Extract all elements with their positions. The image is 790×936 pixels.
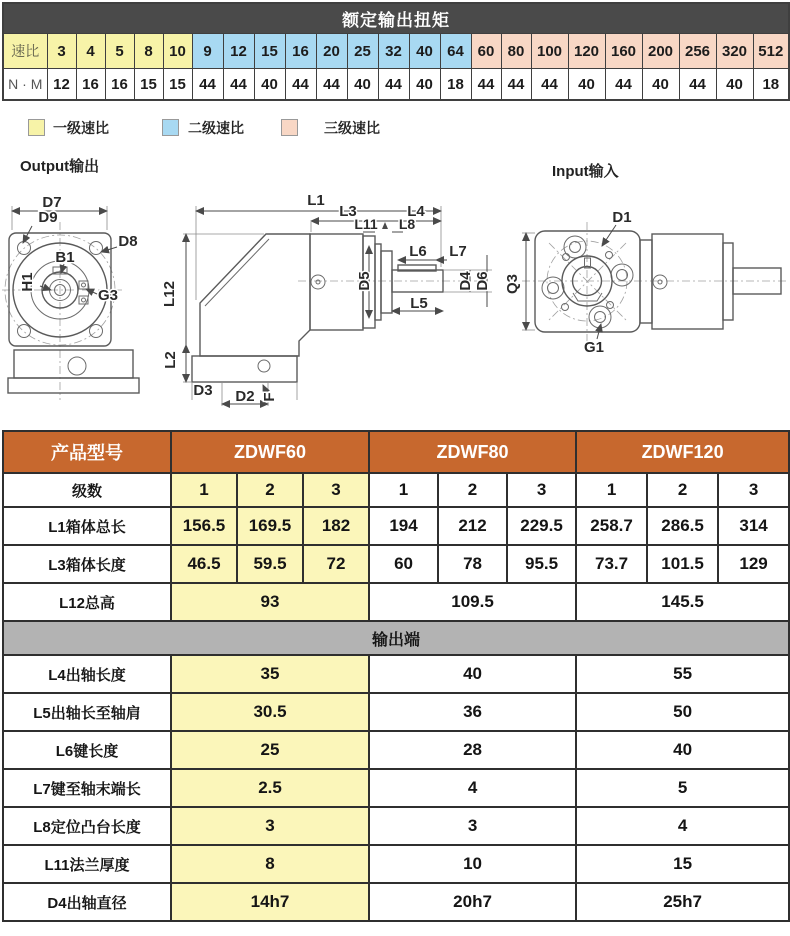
value-cell: 109.5 [369,583,576,621]
input-face-drawing [504,209,788,356]
ratio-cell: 80 [501,34,531,69]
stage-row [3,473,789,507]
value-cell: 78 [438,545,507,583]
l5-row [3,693,789,731]
ratio-row-label: 速比 [3,34,47,69]
value-cell: 258.7 [576,507,647,545]
dim-label-g3: G3 [97,287,119,304]
ratio-cell: 40 [409,34,440,69]
dim-label-d5: D5 [356,271,373,291]
value-cell: 10 [369,845,576,883]
dim-label-d2: D2 [235,388,255,405]
value-cell: 46.5 [171,545,237,583]
l11-row [3,845,789,883]
torque-cell: 40 [409,69,440,101]
ratio-cell: 64 [440,34,471,69]
dim-label-d6: D6 [474,271,491,291]
value-cell: 194 [369,507,438,545]
torque-cell: 44 [531,69,568,101]
row-label: L7键至轴末端长 [3,769,171,807]
dim-label-b1: B1 [55,249,75,266]
torque-cell: 44 [223,69,254,101]
torque-cell: 44 [605,69,642,101]
value-cell: 14h7 [171,883,369,921]
value-cell: 4 [576,807,789,845]
stage-cell: 3 [507,473,576,507]
l8-row [3,807,789,845]
value-cell: 28 [369,731,576,769]
torque-cell: 16 [105,69,134,101]
d4-row [3,883,789,921]
stage3-color-swatch [281,119,298,136]
dim-label-d4: D4 [457,271,474,291]
stage-cell: 3 [718,473,789,507]
ratio-cell: 16 [285,34,316,69]
torque-cell: 44 [471,69,501,101]
ratio-cell: 3 [47,34,76,69]
ratio-cell: 60 [471,34,501,69]
value-cell: 182 [303,507,369,545]
bolt-hole [90,325,103,338]
model-header-zdwf120: ZDWF120 [576,431,789,473]
elbow-body [200,234,310,356]
value-cell: 25 [171,731,369,769]
stage-cell: 3 [303,473,369,507]
stage-cell: 2 [438,473,507,507]
torque-cell: 44 [316,69,347,101]
ratio-cell: 8 [134,34,163,69]
row-label: D4出轴直径 [3,883,171,921]
row-label: L6键长度 [3,731,171,769]
torque-cell: 44 [378,69,409,101]
ratio-cell: 10 [163,34,192,69]
ratio-cell: 320 [716,34,753,69]
torque-cell: 44 [501,69,531,101]
side-view-drawing [161,192,492,406]
ratio-cell: 4 [76,34,105,69]
stage2-color-swatch [162,119,179,136]
value-cell: 4 [369,769,576,807]
torque-cell: 40 [347,69,378,101]
ratio-cell: 512 [753,34,789,69]
torque-cell: 12 [47,69,76,101]
dim-label-l5: L5 [410,295,428,312]
torque-cell: 40 [642,69,679,101]
torque-table-title: 额定输出扭矩 [3,3,789,34]
l12-row [3,583,789,621]
value-cell: 229.5 [507,507,576,545]
value-cell: 40 [369,655,576,693]
value-cell: 3 [171,807,369,845]
value-cell: 40 [576,731,789,769]
bolt-hole [542,277,564,299]
dim-label-f: F [261,392,278,402]
value-cell: 73.7 [576,545,647,583]
value-cell: 60 [369,545,438,583]
legend-item-stage2 [162,119,244,136]
value-cell: 212 [438,507,507,545]
section-row [3,621,789,655]
row-label: L1箱体总长 [3,507,171,545]
dim-label-l2: L2 [162,351,179,369]
stage-cell: 2 [237,473,303,507]
dim-label-l3: L3 [339,203,357,220]
torque-cell: 15 [134,69,163,101]
value-cell: 2.5 [171,769,369,807]
value-cell: 72 [303,545,369,583]
model-header-zdwf80: ZDWF80 [369,431,576,473]
dim-label-d3: D3 [193,382,213,399]
row-label: L12总高 [3,583,171,621]
value-cell: 286.5 [647,507,718,545]
value-cell: 25h7 [576,883,789,921]
legend-label: 一级速比 [53,119,109,136]
l7-row [3,769,789,807]
bolt-hole [18,325,31,338]
value-cell: 93 [171,583,369,621]
legend-item-stage1 [28,119,109,136]
stage-cell: 1 [369,473,438,507]
value-cell: 169.5 [237,507,303,545]
product-model-header: 产品型号 [3,431,171,473]
value-cell: 59.5 [237,545,303,583]
torque-cell: 18 [753,69,789,101]
value-cell: 145.5 [576,583,789,621]
torque-cell: 44 [285,69,316,101]
dim-label-g1: G1 [583,339,605,356]
torque-cell: 40 [716,69,753,101]
dim-label-l12: L12 [161,281,178,307]
ratio-cell: 32 [378,34,409,69]
row-label: 级数 [3,473,171,507]
ratio-cell: 256 [679,34,716,69]
dim-label-d7: D7 [42,194,62,211]
ratio-row [3,34,789,69]
dim-label-l11: L11 [354,216,378,232]
stage-cell: 1 [171,473,237,507]
ratio-cell: 120 [568,34,605,69]
stage-cell: 2 [647,473,718,507]
dim-label-l8: L8 [398,216,416,232]
legend-item-stage3 [281,119,380,136]
dim-label-h1: H1 [19,272,36,292]
value-cell: 314 [718,507,789,545]
dim-label-d9: D9 [38,209,58,226]
value-cell: 5 [576,769,789,807]
ratio-cell: 100 [531,34,568,69]
l6-row [3,731,789,769]
row-label: L5出轴长至轴肩 [3,693,171,731]
output-face-drawing [2,194,139,400]
torque-row [3,69,789,101]
value-cell: 20h7 [369,883,576,921]
row-label: L3箱体长度 [3,545,171,583]
legend-label: 二级速比 [188,119,244,136]
dim-label-l4: L4 [407,203,425,220]
spec-header-row [3,431,789,473]
spec-table [2,430,790,922]
bolt-hole [564,236,586,258]
model-header-zdwf60: ZDWF60 [171,431,369,473]
l3-row [3,545,789,583]
value-cell: 55 [576,655,789,693]
torque-cell: 40 [254,69,285,101]
value-cell: 30.5 [171,693,369,731]
torque-row-label: N · M [3,69,47,101]
dim-label-l7: L7 [449,243,467,260]
ratio-cell: 12 [223,34,254,69]
input-view-title: Input输入 [552,163,619,180]
output-view-title: Output输出 [20,158,100,175]
ratio-cell: 20 [316,34,347,69]
dim-label-q3: Q3 [504,273,521,295]
value-cell: 50 [576,693,789,731]
legend-label: 三级速比 [324,119,380,136]
torque-cell: 15 [163,69,192,101]
technical-drawings [0,148,790,428]
torque-cell: 18 [440,69,471,101]
bolt-hole [589,306,611,328]
dim-label-l1: L1 [307,192,325,209]
value-cell: 8 [171,845,369,883]
section-header-output-end: 输出端 [3,621,789,655]
torque-table [2,2,790,101]
torque-cell: 44 [679,69,716,101]
value-cell: 95.5 [507,545,576,583]
dim-label-d1: D1 [612,209,632,226]
torque-cell: 16 [76,69,105,101]
l1-row [3,507,789,545]
dim-label-l6: L6 [409,243,427,260]
value-cell: 156.5 [171,507,237,545]
bolt-hole [90,242,103,255]
output-side-base [8,378,139,393]
torque-cell: 44 [192,69,223,101]
ratio-cell: 5 [105,34,134,69]
value-cell: 129 [718,545,789,583]
dim-label-d8: D8 [118,233,138,250]
value-cell: 15 [576,845,789,883]
input-body [652,234,723,329]
ratio-cell: 160 [605,34,642,69]
row-label: L4出轴长度 [3,655,171,693]
row-label: L11法兰厚度 [3,845,171,883]
value-cell: 35 [171,655,369,693]
bolt-hole [611,264,633,286]
stage1-color-swatch [28,119,45,136]
mounting-base [192,356,297,382]
l4-row [3,655,789,693]
stage-cell: 1 [576,473,647,507]
value-cell: 101.5 [647,545,718,583]
value-cell: 36 [369,693,576,731]
ratio-cell: 25 [347,34,378,69]
value-cell: 3 [369,807,576,845]
row-label: L8定位凸台长度 [3,807,171,845]
ratio-cell: 200 [642,34,679,69]
ratio-cell: 15 [254,34,285,69]
torque-cell: 40 [568,69,605,101]
ratio-cell: 9 [192,34,223,69]
